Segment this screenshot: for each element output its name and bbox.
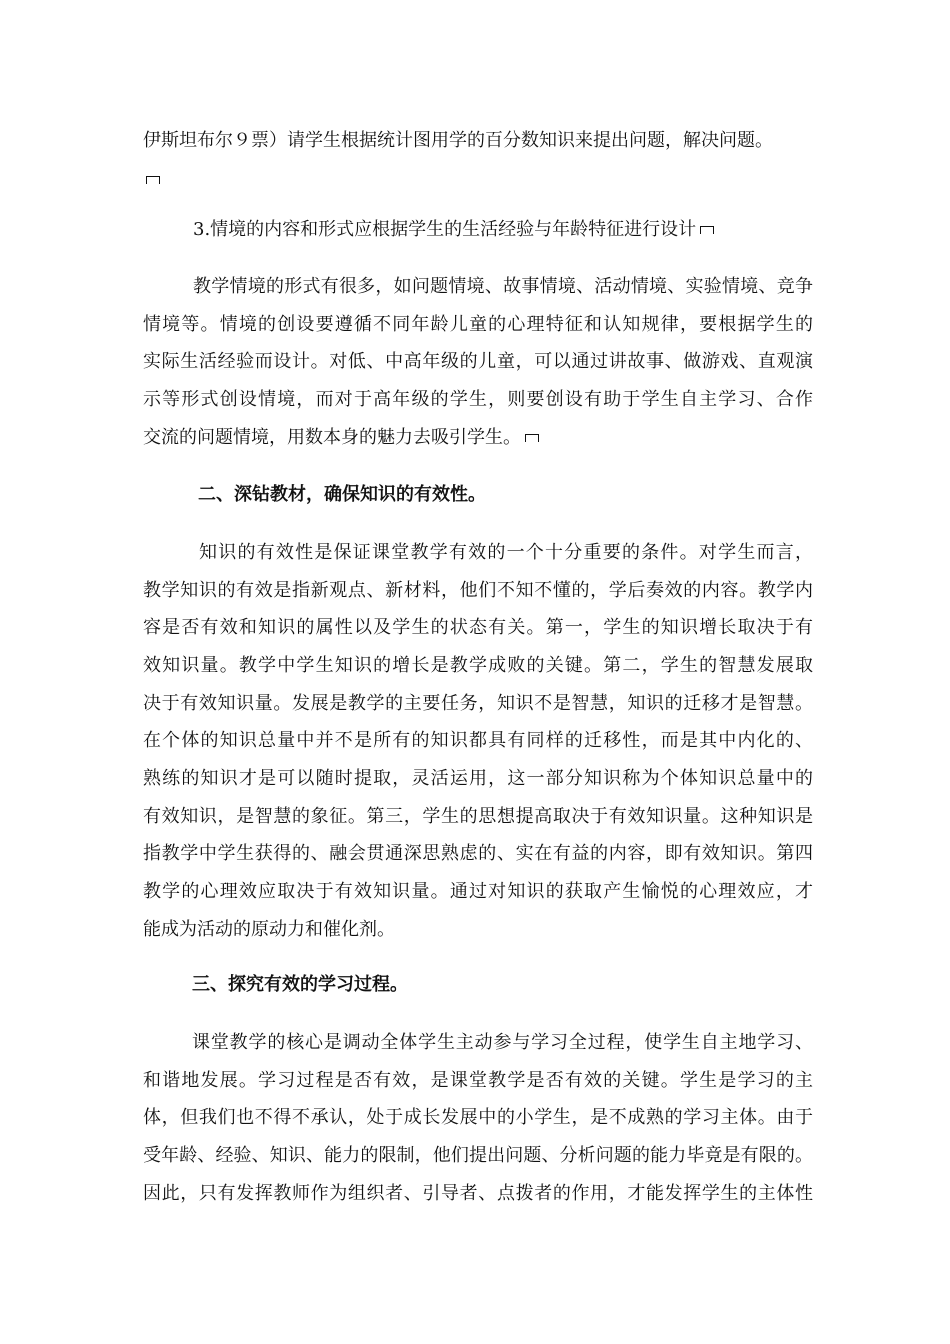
section-heading-2: 二、深钻教材，确保知识的有效性。 [198,484,486,505]
paragraph-line: 受年龄、经验、知识、能力的限制，他们提出问题、分析问题的能力毕竟是有限的。 [143,1145,813,1166]
paragraph-line: 伊斯坦布尔９票）请学生根据统计图用学的百分数知识来提出问题，解决问题。 [143,130,773,151]
paragraph-line: 教学知识的有效是指新观点、新材料，他们不知不懂的，学后奏效的内容。教学内 [143,580,813,601]
paragraph-mark-icon [146,176,160,184]
paragraph-line: 能成为活动的原动力和催化剂。 [143,919,395,940]
paragraph-line: 教学情境的形式有很多，如问题情境、故事情境、活动情境、实验情境、竞争 [193,276,813,297]
paragraph-line: 和谐地发展。学习过程是否有效，是课堂教学是否有效的关键。学生是学习的主 [143,1070,813,1091]
paragraph-line: 因此，只有发挥教师作为组织者、引导者、点拨者的作用，才能发挥学生的主体性 [143,1183,813,1204]
paragraph-line: 指教学中学生获得的、融会贯通深思熟虑的、实在有益的内容，即有效知识。第四 [143,843,813,864]
paragraph-line: 实际生活经验而设计。对低、中高年级的儿童，可以通过讲故事、做游戏、直观演 [143,351,813,372]
paragraph-line: 有效知识，是智慧的象征。第三，学生的思想提高取决于有效知识量。这种知识是 [143,806,813,827]
paragraph-line: 课堂教学的核心是调动全体学生主动参与学习全过程，使学生自主地学习、 [192,1032,813,1053]
subheading-3 [193,218,793,242]
paragraph-line: 体，但我们也不得不承认，处于成长发展中的小学生，是不成熟的学习主体。由于 [143,1107,813,1128]
paragraph-line: 教学的心理效应取决于有效知识量。通过对知识的获取产生愉悦的心理效应，才 [143,881,813,902]
section-heading-3: 三、探究有效的学习过程。 [192,974,408,995]
paragraph-line: 在个体的知识总量中并不是所有的知识都具有同样的迁移性，而是其中内化的、 [143,730,813,751]
subheading-3-text: 3.情境的内容和形式应根据学生的生活经验与年龄特征进行设计 [193,219,697,240]
paragraph-mark-icon [700,226,714,234]
paragraph-line: 效知识量。教学中学生知识的增长是教学成败的关键。第二，学生的智慧发展取 [143,655,813,676]
paragraph-line-text: 交流的问题情境，用数本身的魅力去吸引学生。 [143,427,521,448]
paragraph-mark-icon [525,434,539,442]
paragraph-line: 容是否有效和知识的属性以及学生的状态有关。第一，学生的知识增长取决于有 [143,617,813,638]
paragraph-line: 熟练的知识才是可以随时提取，灵活运用，这一部分知识称为个体知识总量中的 [143,768,813,789]
paragraph-line: 决于有效知识量。发展是教学的主要任务，知识不是智慧，知识的迁移才是智慧。 [143,693,813,714]
paragraph-line: 知识的有效性是保证课堂教学有效的一个十分重要的条件。对学生而言， [199,542,813,563]
paragraph-line: 情境等。情境的创设要遵循不同年龄儿童的心理特征和认知规律，要根据学生的 [143,314,813,335]
paragraph-line: 示等形式创设情境，而对于高年级的学生，则要创设有助于学生自主学习、合作 [143,389,813,410]
paragraph-line-last [143,426,813,450]
